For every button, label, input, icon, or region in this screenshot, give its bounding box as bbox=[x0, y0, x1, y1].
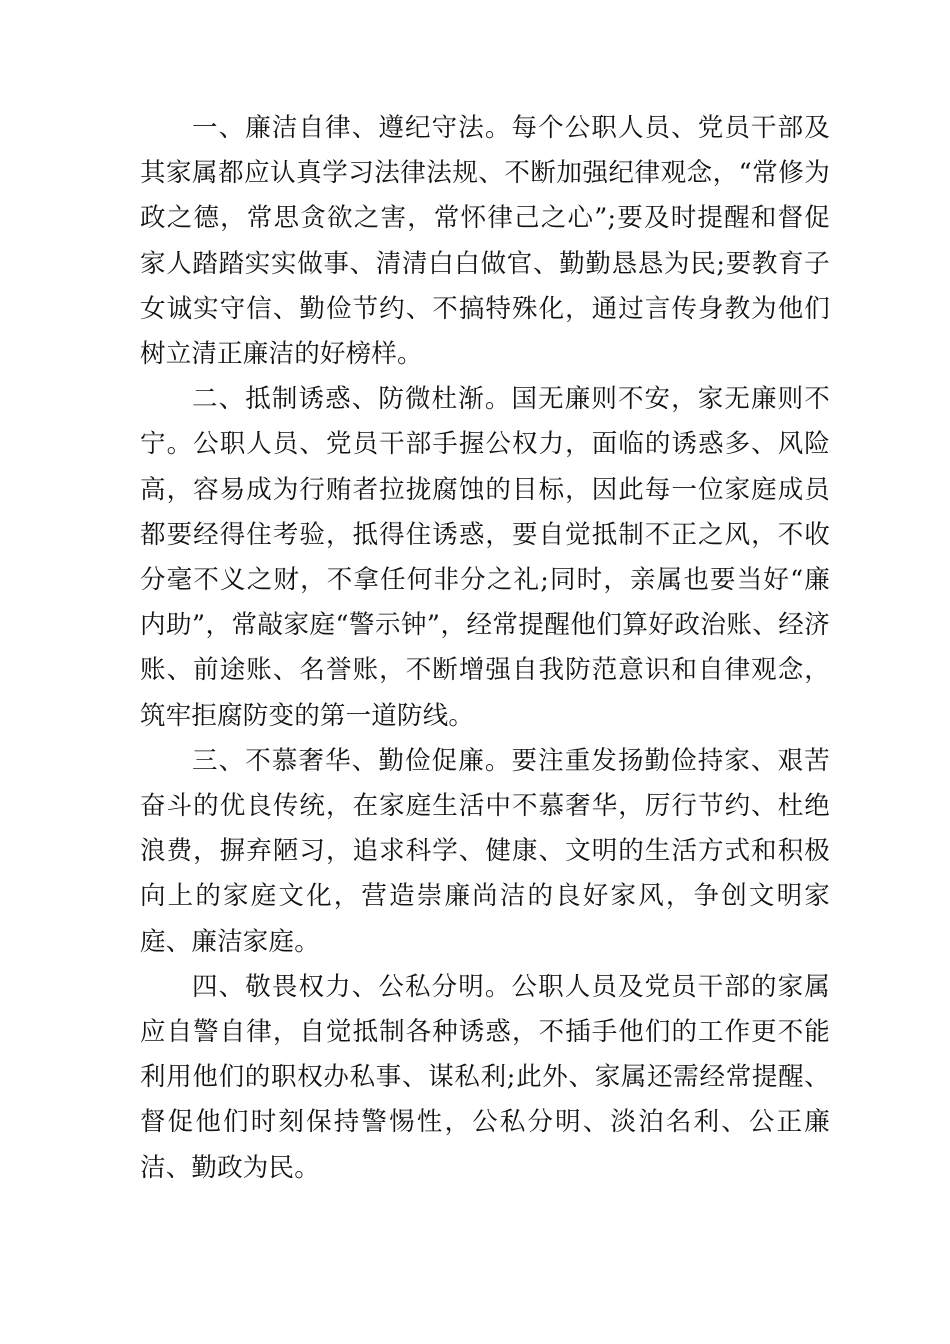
paragraph-4: 四、敬畏权力、公私分明。公职人员及党员干部的家属应自警自律，自觉抵制各种诱惑，不插手他们的工作更不能利用他们的职权办私事、谋私利;此外、家属还需经常提醒、督促他们时刻保持警惕性，公私分明、淡泊名利、公正廉洁、勤政为民。 bbox=[140, 971, 830, 1183]
paragraph-2: 二、抵制诱惑、防微杜渐。国无廉则不安，家无廉则不宁。公职人员、党员干部手握公权力，面临的诱惑多、风险高，容易成为行贿者拉拢腐蚀的目标，因此每一位家庭成员都要经得住考验，抵得住诱惑，要自觉抵制不正之风，不收分毫不义之财，不拿任何非分之礼;同时，亲属也要当好“廉内助”，常敲家庭“警示钟”，经常提醒他们算好政治账、经济账、前途账、名誉账，不断增强自我防范意识和自律观念，筑牢拒腐防变的第一道防线。 bbox=[140, 384, 830, 731]
document-page bbox=[140, 106, 830, 1191]
paragraph-3: 三、不慕奢华、勤俭促廉。要注重发扬勤俭持家、艰苦奋斗的优良传统，在家庭生活中不慕奢华，厉行节约、杜绝浪费，摒弃陋习，追求科学、健康、文明的生活方式和积极向上的家庭文化，营造崇廉尚洁的良好家风，争创文明家庭、廉洁家庭。 bbox=[140, 745, 830, 957]
paragraph-1: 一、廉洁自律、遵纪守法。每个公职人员、党员干部及其家属都应认真学习法律法规、不断加强纪律观念，“常修为政之德，常思贪欲之害，常怀律己之心”;要及时提醒和督促家人踏踏实实做事、清清白白做官、勤勤恳恳为民;要教育子女诚实守信、勤俭节约、不搞特殊化，通过言传身教为他们树立清正廉洁的好榜样。 bbox=[140, 113, 830, 370]
